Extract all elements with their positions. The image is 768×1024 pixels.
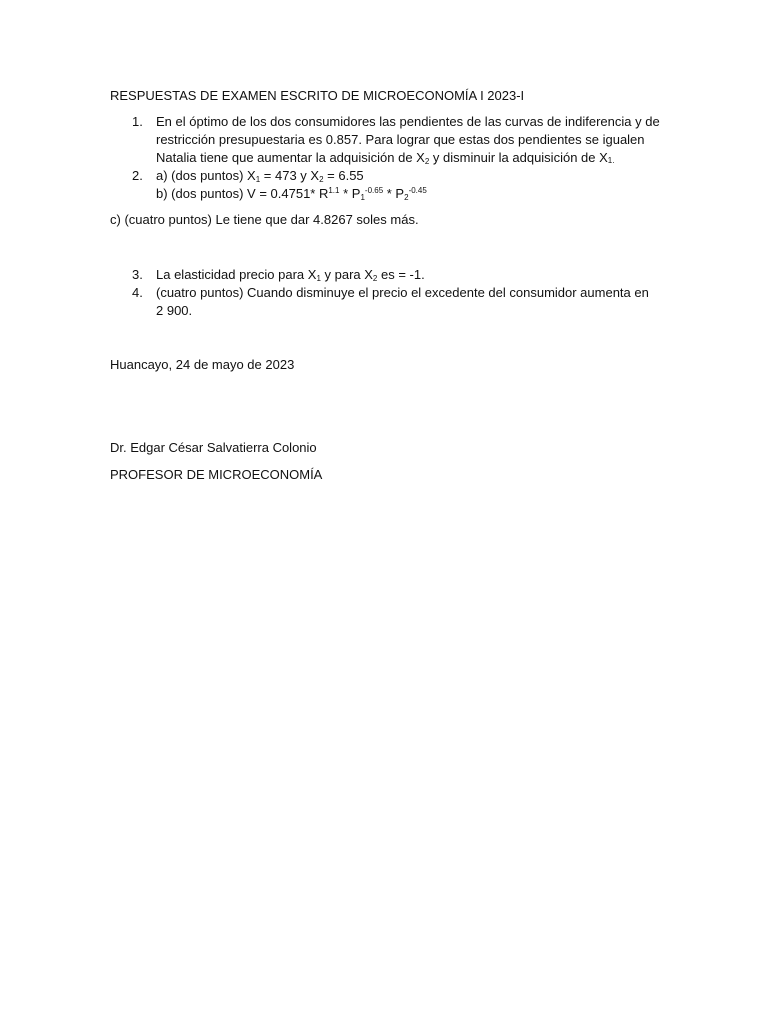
answers-list-1	[110, 113, 670, 203]
signer-name: Dr. Edgar César Salvatierra Colonio	[110, 440, 317, 455]
text-segment: * P	[339, 186, 361, 201]
subscript: 2	[404, 193, 409, 202]
list-item-number: 3.	[132, 267, 143, 282]
item-1-line-2: restricción presupuestaria es 0.857. Para lograr que estas dos pendientes se igualen	[156, 132, 645, 147]
list-item	[110, 167, 670, 203]
signer-title: PROFESOR DE MICROECONOMÍA	[110, 467, 323, 482]
text-segment: es = -1.	[377, 267, 425, 282]
item-1-line-1: En el óptimo de los dos consumidores las pendientes de las curvas de indiferencia y de	[156, 114, 660, 129]
superscript: -0.65	[364, 186, 384, 195]
place-date: Huancayo, 24 de mayo de 2023	[110, 357, 295, 372]
item-3-line	[156, 266, 670, 284]
item-4-line-1: (cuatro puntos) Cuando disminuye el precio el excedente del consumidor aumenta en	[156, 285, 649, 300]
text-segment: = 6.55	[323, 168, 364, 183]
subscript: 1	[360, 193, 365, 202]
item-2-line-a	[156, 167, 670, 185]
text-segment: = 473 y X	[260, 168, 320, 183]
list-item	[110, 284, 670, 320]
superscript: -0.45	[408, 186, 427, 195]
subscript: 1	[316, 274, 321, 283]
answer-2c: c) (cuatro puntos) Le tiene que dar 4.8267 soles más.	[110, 212, 419, 227]
document-title: RESPUESTAS DE EXAMEN ESCRITO DE MICROECONOMÍA I 2023-I	[110, 88, 525, 103]
text-segment: y para X	[320, 267, 373, 282]
subscript: 2	[424, 157, 430, 166]
item-2-line-b	[156, 185, 670, 203]
item-4-line-2: 2 900.	[156, 303, 193, 318]
text-segment: b) (dos puntos) V = 0.4751* R	[156, 186, 329, 201]
list-item-number: 2.	[132, 168, 143, 183]
list-item-number: 1.	[132, 114, 143, 129]
answers-list-2	[110, 266, 670, 320]
superscript: 1.1	[328, 186, 340, 195]
text-segment: y disminuir la adquisición de X	[429, 150, 608, 165]
list-item	[110, 266, 670, 284]
item-1-line-3	[156, 149, 670, 167]
text-segment: Natalia tiene que aumentar la adquisición de X	[156, 150, 425, 165]
text-segment: La elasticidad precio para X	[156, 267, 317, 282]
subscript: 2	[372, 274, 378, 283]
list-item	[110, 113, 670, 167]
text-segment: * P	[383, 186, 405, 201]
subscript: 1	[255, 175, 261, 184]
subscript: 2	[319, 175, 324, 184]
text-segment: a) (dos puntos) X	[156, 168, 256, 183]
list-item-number: 4.	[132, 285, 143, 300]
subscript: 1.	[607, 156, 615, 165]
